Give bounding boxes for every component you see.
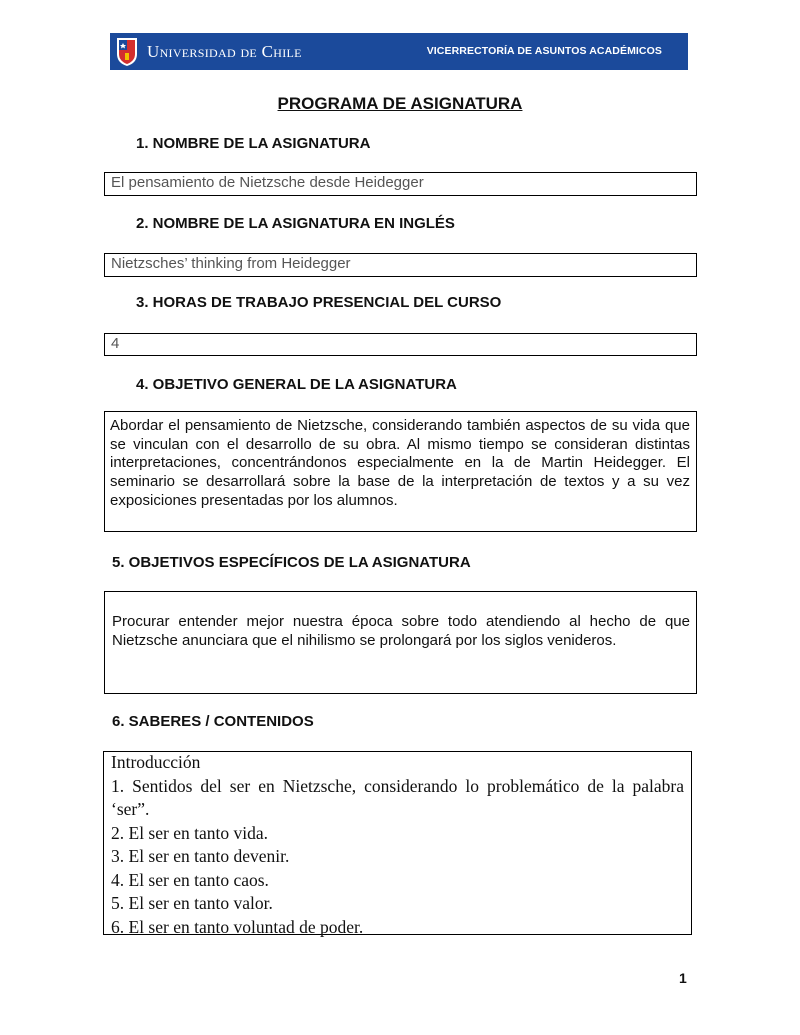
section-1-box: [104, 172, 697, 196]
contents-list: [111, 751, 684, 939]
contents-item: 1. Sentidos del ser en Nietzsche, considerando lo problemático de la palabra ‘ser”.: [111, 775, 684, 819]
section-2-box: [104, 253, 697, 277]
section-4-box: [104, 411, 697, 532]
section-5-box: [104, 591, 697, 694]
section-6-heading: 6. SABERES / CONTENIDOS: [112, 713, 314, 730]
page-number: 1: [679, 970, 687, 986]
section-3-box: [104, 333, 697, 356]
section-6-box: [103, 751, 692, 935]
course-name-english-value: Nietzsches’ thinking from Heidegger: [111, 255, 351, 272]
page-title: PROGRAMA DE ASIGNATURA: [277, 94, 523, 113]
specific-objectives-text: Procurar entender mejor nuestra época sobre todo atendiendo al hecho de que Nietzsche anunciara que el nihilismo se prolongará por los siglos venideros.: [112, 613, 690, 649]
contents-item: 4. El ser en tanto caos.: [111, 869, 269, 890]
section-3-heading: 3. HORAS DE TRABAJO PRESENCIAL DEL CURSO: [136, 294, 502, 311]
general-objective-text: Abordar el pensamiento de Nietzsche, considerando también aspectos de su vida que se vinculan con el desarrollo de su obra. Al mismo tiempo se consideran distintas interpretaciones, concentrándonos especialmente en la de Martin Heidegger. El seminario se desarrollará sobre la base de la interpretación de textos y a su vez exposiciones presentadas por los alumnos.: [110, 417, 690, 509]
contents-item: 6. El ser en tanto voluntad de poder.: [111, 916, 364, 937]
section-5-heading: 5. OBJETIVOS ESPECÍFICOS DE LA ASIGNATURA: [112, 554, 471, 571]
hours-value: 4: [111, 335, 120, 352]
course-name-value: El pensamiento de Nietzsche desde Heidegger: [111, 174, 424, 191]
section-2-heading: 2. NOMBRE DE LA ASIGNATURA EN INGLÉS: [136, 215, 455, 232]
contents-item: Introducción: [111, 752, 201, 772]
contents-item: 3. El ser en tanto devenir.: [111, 846, 290, 866]
section-4-heading: 4. OBJETIVO GENERAL DE LA ASIGNATURA: [136, 376, 457, 393]
contents-item: 2. El ser en tanto vida.: [111, 822, 268, 843]
section-1-heading: 1. NOMBRE DE LA ASIGNATURA: [136, 135, 371, 152]
university-name: Universidad de Chile: [147, 42, 302, 61]
university-crest-icon: [116, 36, 138, 67]
university-banner: [110, 33, 688, 70]
vicerrectoria-label: VICERRECTORÍA DE ASUNTOS ACADÉMICOS: [426, 45, 662, 57]
contents-item: 5. El ser en tanto valor.: [111, 893, 273, 913]
